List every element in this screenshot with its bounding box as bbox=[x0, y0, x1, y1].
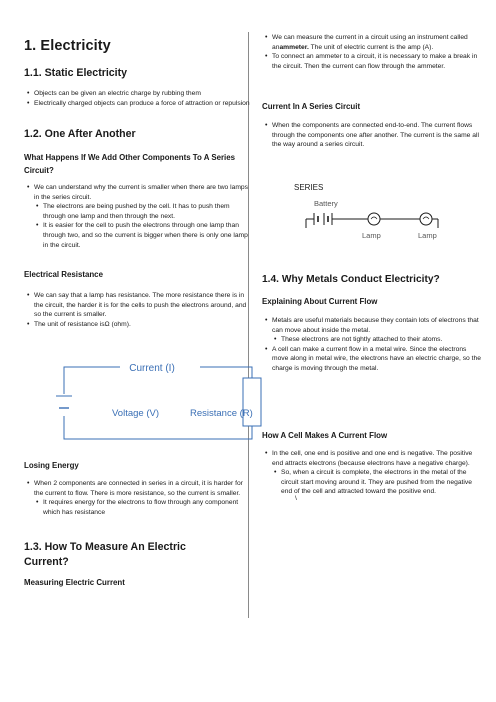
resistance-list bbox=[24, 291, 253, 329]
list-item bbox=[34, 479, 253, 517]
list-item: • To connect an ammeter to a circuit, it is necessary to make a break in the circuit. Then the current can flow through the ammeter. bbox=[272, 52, 484, 71]
lamp-label: Lamp bbox=[418, 231, 437, 240]
current-label: Current (I) bbox=[129, 363, 175, 374]
list-item bbox=[34, 183, 253, 250]
stray-backslash: \ bbox=[295, 495, 297, 502]
list-item-text: In the cell, one end is positive and one end is negative. The positive end attracts electrons (because electrons have a negative charge). bbox=[272, 450, 473, 467]
list-item-text: We can understand why the current is smaller when there are two lamps in the series circuit. bbox=[34, 184, 248, 201]
heading-measuring-current: Measuring Electric Current bbox=[24, 578, 125, 587]
series-diagram-title: SERIES bbox=[294, 183, 324, 192]
list-item: • The unit of resistance isΩ (ohm). bbox=[34, 320, 253, 330]
heading-how-cell-makes-current: How A Cell Makes A Current Flow bbox=[262, 431, 388, 440]
list-item bbox=[272, 33, 484, 52]
series-list bbox=[262, 121, 484, 150]
heading-what-happens: What Happens If We Add Other Components To A Series Circuit? bbox=[24, 153, 236, 175]
lamp-label: Lamp bbox=[362, 231, 381, 240]
list-item: • Objects can be given an electric charge by rubbing them bbox=[34, 89, 253, 99]
list-item-text: When 2 components are connected in series in a circuit, it is harder for the current to flow. There is more resistance, so the current is smaller. bbox=[34, 480, 243, 497]
heading-why-metals-conduct: 1.4. Why Metals Conduct Electricity? bbox=[262, 274, 440, 285]
ammeter-term: ammeter. bbox=[279, 43, 309, 51]
resistance-label: Resistance (R) bbox=[190, 408, 253, 419]
series-circuit-diagram bbox=[294, 180, 444, 244]
list-item: • It requires energy for the electrons to flow through any component which has resistance bbox=[43, 498, 253, 517]
list-item: • When the components are connected end-to-end. The current flows through the components one after another. The current is the same all the way around a series circuit. bbox=[272, 121, 484, 150]
cell-list bbox=[262, 449, 484, 497]
heading-static-electricity: 1.1. Static Electricity bbox=[24, 67, 128, 79]
list-item bbox=[272, 316, 484, 345]
losing-energy-list bbox=[24, 479, 253, 517]
circuit-wire bbox=[64, 367, 252, 439]
ammeter-text-pre: We can measure the current in a circuit using an instrument called an bbox=[272, 34, 468, 51]
heading-one-after-another: 1.2. One After Another bbox=[24, 128, 136, 140]
heading-how-to-measure: 1.3. How To Measure An Electric Current? bbox=[24, 541, 186, 568]
list-item: • So, when a circuit is complete, the electrons in the metal of the circuit start moving around it. They are pushed from the negative end of the cell and attracted toward the positive end. bbox=[281, 468, 484, 497]
battery-symbol bbox=[314, 213, 332, 225]
sub-list bbox=[34, 498, 253, 517]
list-item: • It is easier for the cell to push the electrons through one lamp than through two, and so the current is bigger when there is only one lamp in the circuit. bbox=[43, 221, 253, 250]
list-item: • A cell can make a current flow in a metal wire. Since the electrons move along in metal wire, the electrons have an electric charge, so the charge is moving through the metal. bbox=[272, 345, 484, 374]
lamp-symbol bbox=[420, 213, 432, 225]
heading-electrical-resistance: Electrical Resistance bbox=[24, 270, 103, 279]
ammeter-text-post: The unit of electric current is the amp (A). bbox=[308, 43, 434, 51]
list-item: • These electrons are not tightly attached to their atoms. bbox=[281, 335, 484, 345]
sub-list bbox=[272, 335, 484, 345]
list-item bbox=[272, 449, 484, 497]
ammeter-list bbox=[262, 33, 484, 71]
ohms-law-circuit-diagram bbox=[52, 352, 262, 448]
list-item-text: Metals are useful materials because they contain lots of electrons that can move about inside the metal. bbox=[272, 317, 479, 334]
what-happens-list bbox=[24, 183, 253, 250]
list-item: • The electrons are being pushed by the cell. It has to push them through one lamp and then through the next. bbox=[43, 202, 253, 221]
list-item: • We can say that a lamp has resistance. The more resistance there is in the circuit, the harder it is for the cells to push the electrons around, and so the current is smaller. bbox=[34, 291, 253, 320]
explaining-list bbox=[262, 316, 484, 374]
static-list bbox=[24, 89, 253, 108]
lamp-symbol bbox=[368, 213, 380, 225]
list-item: • Electrically charged objects can produce a force of attraction or repulsion bbox=[34, 99, 253, 109]
voltage-label: Voltage (V) bbox=[112, 408, 159, 419]
heading-electricity: 1. Electricity bbox=[24, 38, 111, 54]
heading-losing-energy: Losing Energy bbox=[24, 461, 79, 470]
heading-current-series-circuit: Current In A Series Circuit bbox=[262, 102, 361, 111]
battery-label: Battery bbox=[314, 199, 338, 208]
sub-list bbox=[34, 202, 253, 250]
heading-explaining-current-flow: Explaining About Current Flow bbox=[262, 297, 378, 306]
sub-list bbox=[272, 468, 484, 497]
